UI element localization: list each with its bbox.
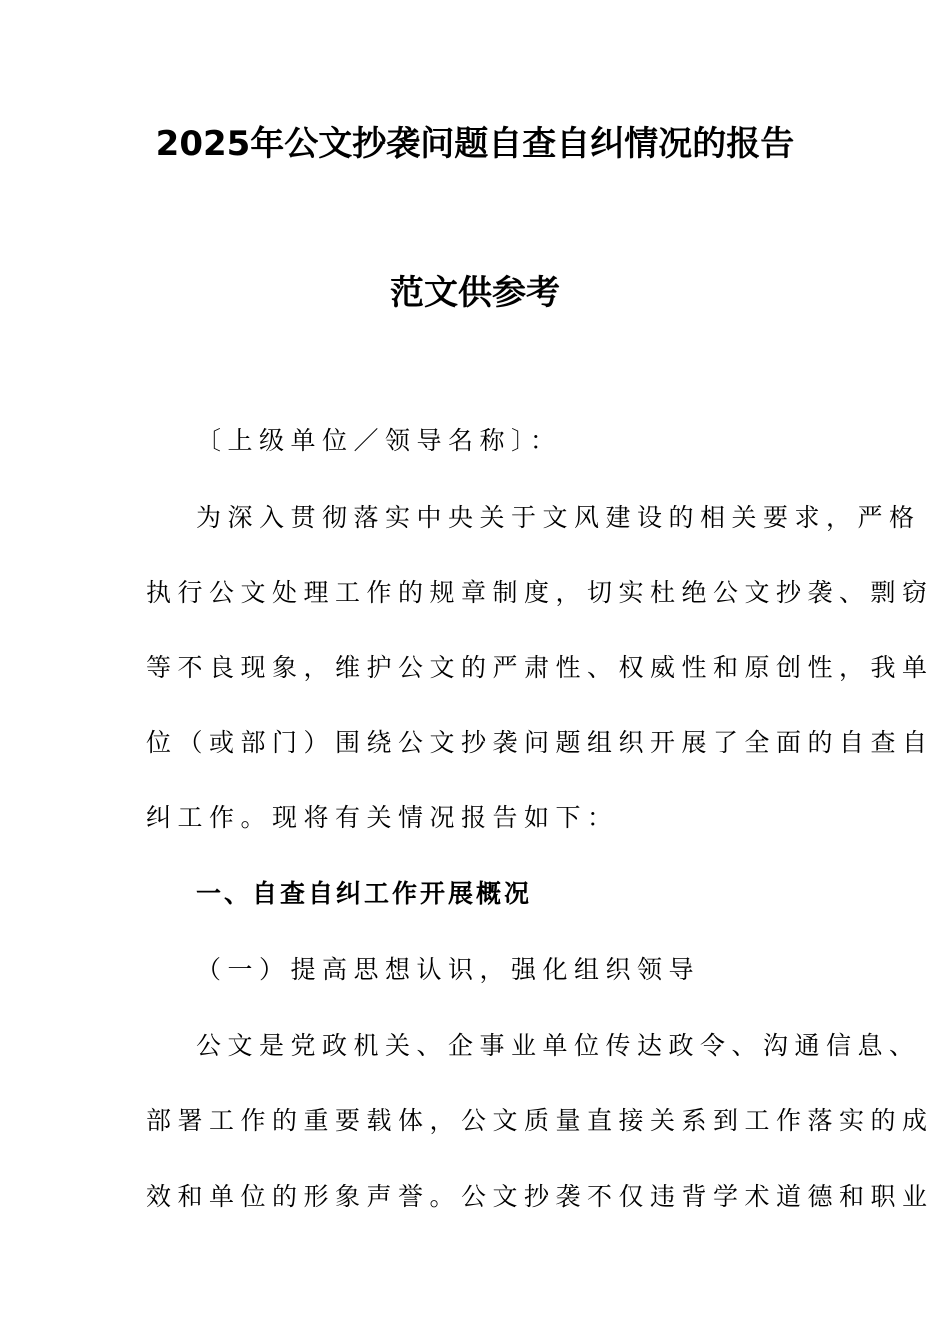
body-line: 公文是党政机关、企事业单位传达政令、沟通信息、 (196, 1031, 921, 1060)
body-line: 效和单位的形象声誉。公文抄袭不仅违背学术道德和职业 (146, 1182, 934, 1211)
intro-line: 位（或部门）围绕公文抄袭问题组织开展了全面的自查自 (146, 728, 934, 757)
intro-line: 等不良现象，维护公文的严肃性、权威性和原创性，我单 (146, 653, 934, 682)
document-subtitle: 范文供参考 (390, 273, 560, 313)
intro-line: 执行公文处理工作的规章制度，切实杜绝公文抄袭、剽窃 (146, 578, 934, 607)
intro-line: 为深入贯彻落实中央关于文风建设的相关要求，严格 (196, 503, 921, 532)
section-heading: 一、自查自纠工作开展概况 (196, 879, 533, 908)
subsection-heading: （一）提高思想认识，强化组织领导 (196, 955, 701, 984)
document-title: 2025年公文抄袭问题自查自纠情况的报告 (155, 124, 795, 164)
intro-line: 纠工作。现将有关情况报告如下： (146, 803, 619, 832)
body-line: 部署工作的重要载体，公文质量直接关系到工作落实的成 (146, 1106, 934, 1135)
salutation: 〔上级单位／领导名称〕： (196, 426, 562, 455)
